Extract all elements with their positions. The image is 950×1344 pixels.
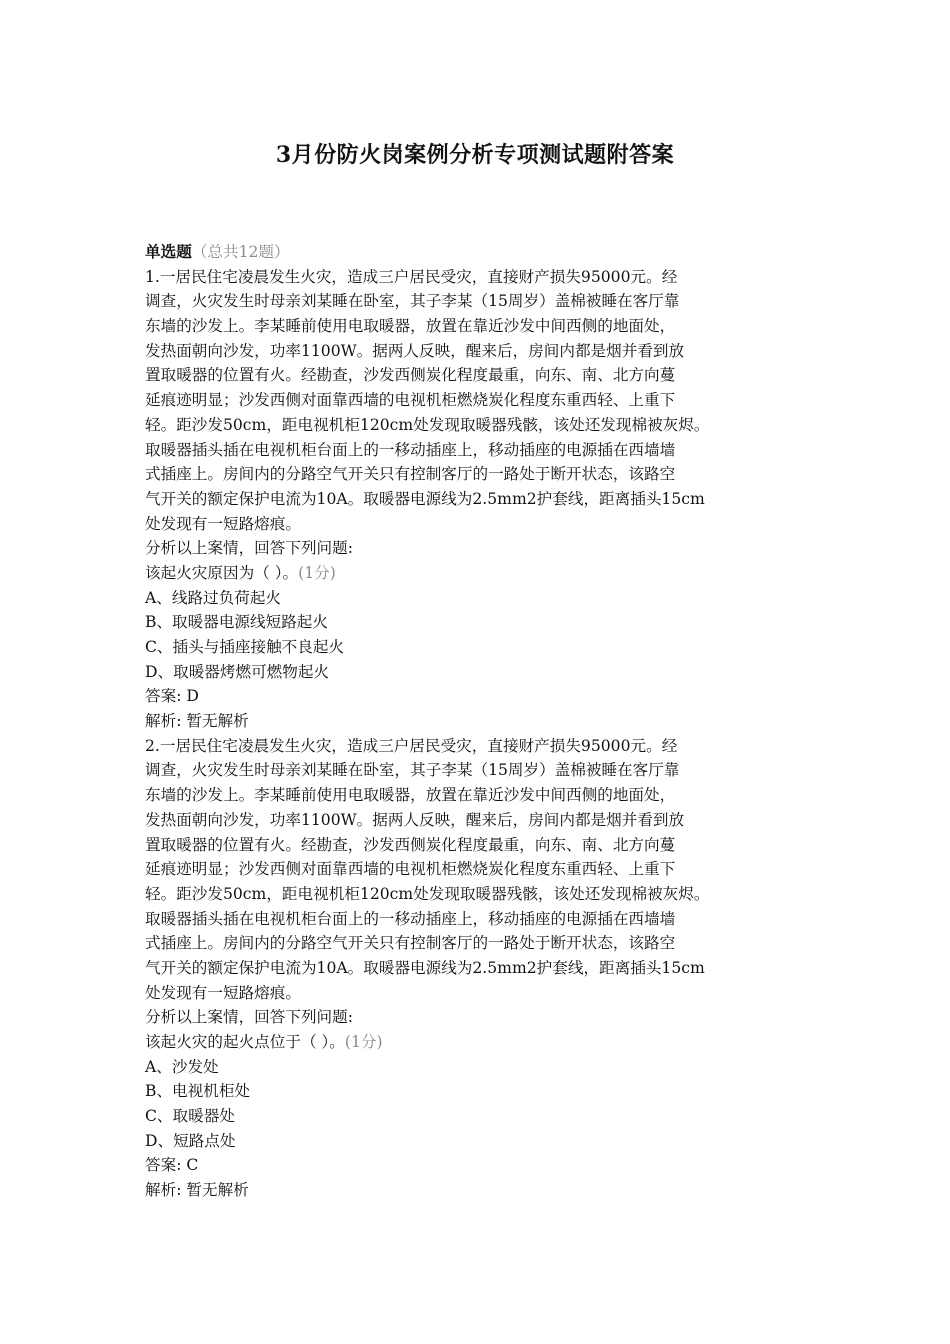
case-text-line: 调查，火灾发生时母亲刘某睡在卧室，其子李某（15周岁）盖棉被睡在客厅靠 bbox=[145, 761, 680, 780]
option-a: A、线路过负荷起火 bbox=[145, 588, 282, 607]
case-text-line: 东墙的沙发上。李某睡前使用电取暖器，放置在靠近沙发中间西侧的地面处， bbox=[145, 317, 676, 336]
case-text-line: 气开关的额定保护电流为10A。取暖器电源线为2.5mm2护套线，距离插头15cm bbox=[145, 489, 705, 508]
case-text-line: 轻。距沙发50cm，距电视机柜120cm处发现取暖器残骸，该处还发现棉被灰烬。 bbox=[145, 415, 710, 434]
question-stem-text: 该起火灾原因为（ ）。 bbox=[145, 563, 299, 582]
question-stem bbox=[145, 561, 805, 586]
option-c: C、取暖器处 bbox=[145, 1107, 235, 1126]
question-stem-text: 该起火灾的起火点位于（ ）。 bbox=[145, 1033, 345, 1051]
analysis-line: 解析: 暂无解析 bbox=[145, 712, 249, 731]
case-text-line: 置取暖器的位置有火。经勘查，沙发西侧炭化程度最重，向东、南、北方向蔓 bbox=[145, 835, 676, 854]
option-b: B、取暖器电源线短路起火 bbox=[145, 613, 328, 632]
section-question-count: （总共12题） bbox=[191, 243, 290, 261]
case-text-line: 处发现有一短路熔痕。 bbox=[145, 514, 301, 533]
section-heading-label: 单选题 bbox=[145, 242, 192, 261]
question-prompt: 分析以上案情，回答下列问题: bbox=[145, 1008, 353, 1027]
answer-line: 答案: C bbox=[145, 1156, 199, 1175]
case-text-line: 置取暖器的位置有火。经勘查，沙发西侧炭化程度最重，向东、南、北方向蔓 bbox=[145, 366, 676, 385]
option-d: D、取暖器烤燃可燃物起火 bbox=[145, 662, 330, 681]
option-d: D、短路点处 bbox=[145, 1131, 236, 1150]
case-text-line: 式插座上。房间内的分路空气开关只有控制客厅的一路处于断开状态，该路空 bbox=[145, 934, 676, 953]
option-b: B、电视机柜处 bbox=[145, 1082, 251, 1101]
document-body bbox=[145, 240, 805, 1203]
case-text-line: 式插座上。房间内的分路空气开关只有控制客厅的一路处于断开状态，该路空 bbox=[145, 465, 676, 484]
case-text-line: 取暖器插头插在电视机柜台面上的一移动插座上，移动插座的电源插在西墙墙 bbox=[145, 909, 676, 928]
document-title: 3月份防火岗案例分析专项测试题附答案 bbox=[275, 142, 675, 168]
question-prompt: 分析以上案情，回答下列问题: bbox=[145, 539, 353, 558]
question-stem bbox=[145, 1030, 805, 1055]
option-c: C、插头与插座接触不良起火 bbox=[145, 638, 345, 656]
case-text-line: 延痕迹明显；沙发西侧对面靠西墙的电视机柜燃烧炭化程度东重西轻、上重下 bbox=[145, 391, 676, 410]
case-text-line: 气开关的额定保护电流为10A。取暖器电源线为2.5mm2护套线，距离插头15cm bbox=[145, 958, 705, 977]
case-text-line: 轻。距沙发50cm，距电视机柜120cm处发现取暖器残骸，该处还发现棉被灰烬。 bbox=[145, 884, 710, 903]
question-score: (1分) bbox=[298, 563, 336, 582]
case-text-line: 处发现有一短路熔痕。 bbox=[145, 983, 301, 1002]
option-a: A、沙发处 bbox=[145, 1057, 219, 1076]
case-text-line: 东墙的沙发上。李某睡前使用电取暖器，放置在靠近沙发中间西侧的地面处， bbox=[145, 786, 676, 805]
case-text-line: 发热面朝向沙发，功率1100W。据两人反映，醒来后，房间内都是烟并看到放 bbox=[145, 341, 685, 360]
case-text-line: 2.一居民住宅凌晨发生火灾，造成三户居民受灾，直接财产损失95000元。经 bbox=[145, 736, 678, 755]
question-block bbox=[145, 734, 805, 1203]
case-text-line: 调查，火灾发生时母亲刘某睡在卧室，其子李某（15周岁）盖棉被睡在客厅靠 bbox=[145, 292, 680, 311]
case-text-line: 发热面朝向沙发，功率1100W。据两人反映，醒来后，房间内都是烟并看到放 bbox=[145, 810, 685, 829]
answer-line: 答案: D bbox=[145, 687, 199, 706]
case-text-line: 延痕迹明显；沙发西侧对面靠西墙的电视机柜燃烧炭化程度东重西轻、上重下 bbox=[145, 860, 676, 879]
question-score: (1分) bbox=[344, 1033, 383, 1051]
analysis-line: 解析: 暂无解析 bbox=[145, 1181, 249, 1200]
question-block bbox=[145, 265, 805, 734]
case-text-line: 1.一居民住宅凌晨发生火灾，造成三户居民受灾，直接财产损失95000元。经 bbox=[145, 267, 678, 286]
case-text-line: 取暖器插头插在电视机柜台面上的一移动插座上，移动插座的电源插在西墙墙 bbox=[145, 440, 676, 459]
section-heading bbox=[145, 240, 805, 265]
